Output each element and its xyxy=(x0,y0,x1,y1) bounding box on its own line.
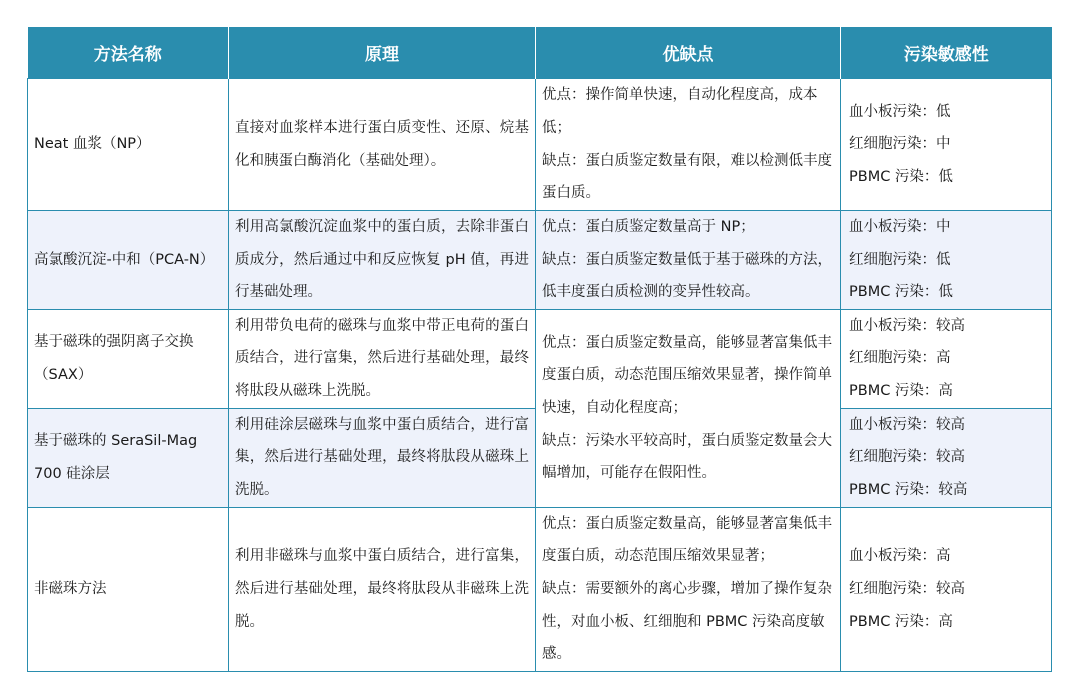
table-row xyxy=(28,79,1052,211)
pbmc-sensitivity: PBMC 污染：低 xyxy=(849,168,953,185)
pbmc-sensitivity: PBMC 污染：低 xyxy=(849,284,953,301)
pros-cons-text: 优点：蛋白质鉴定数量高于 NP； 缺点：蛋白质鉴定数量低于基于磁珠的方法，低丰度蛋白质检测的变异性较高。 xyxy=(542,219,832,301)
platelet-sensitivity: 血小板污染：高 xyxy=(849,548,951,565)
sensitivity-cell xyxy=(841,507,1052,671)
pros-cons-text: 优点：操作简单快速，自动化程度高，成本低； 缺点：蛋白质鉴定数量有限，难以检测低丰度蛋白质。 xyxy=(542,87,832,202)
shared-pros-cons-cell xyxy=(536,309,841,507)
method-cell: Neat 血浆（NP） xyxy=(28,79,229,211)
pbmc-sensitivity: PBMC 污染：高 xyxy=(849,613,953,630)
principle-cell: 直接对血浆样本进行蛋白质变性、还原、烷基化和胰蛋白酶消化（基础处理）。 xyxy=(229,79,536,211)
rbc-sensitivity: 红细胞污染：较高 xyxy=(849,580,965,597)
rbc-sensitivity: 红细胞污染：中 xyxy=(849,136,951,153)
methods-comparison-table xyxy=(27,27,1052,672)
header-row xyxy=(28,27,1052,79)
table-row xyxy=(28,211,1052,310)
platelet-sensitivity: 血小板污染：较高 xyxy=(849,416,965,433)
sensitivity-cell xyxy=(841,79,1052,211)
pbmc-sensitivity: PBMC 污染：高 xyxy=(849,383,953,400)
header-method: 方法名称 xyxy=(28,27,229,79)
table-row xyxy=(28,309,1052,408)
sensitivity-cell xyxy=(841,309,1052,408)
pros-cons-text: 优点：蛋白质鉴定数量高，能够显著富集低丰度蛋白质，动态范围压缩效果显著； 缺点：需要额外的离心步骤，增加了操作复杂性，对血小板、红细胞和 PBMC 污染高度敏感。 xyxy=(542,515,832,663)
pros-cons-cell xyxy=(536,211,841,310)
principle-cell: 利用硅涂层磁珠与血浆中蛋白质结合，进行富集，然后进行基础处理，最终将肽段从磁珠上洗脱。 xyxy=(229,408,536,507)
principle-cell: 利用高氯酸沉淀血浆中的蛋白质，去除非蛋白质成分，然后通过中和反应恢复 pH 值，再进行基础处理。 xyxy=(229,211,536,310)
pros-cons-cell xyxy=(536,79,841,211)
principle-cell: 利用带负电荷的磁珠与血浆中带正电荷的蛋白质结合，进行富集，然后进行基础处理，最终将肽段从磁珠上洗脱。 xyxy=(229,309,536,408)
principle-cell: 利用非磁珠与血浆中蛋白质结合，进行富集，然后进行基础处理，最终将肽段从非磁珠上洗脱。 xyxy=(229,507,536,671)
method-cell: 基于磁珠的强阴离子交换（SAX） xyxy=(28,309,229,408)
method-cell: 基于磁珠的 SeraSil-Mag 700 硅涂层 xyxy=(28,408,229,507)
method-cell: 高氯酸沉淀-中和（PCA-N） xyxy=(28,211,229,310)
header-pros-cons: 优缺点 xyxy=(536,27,841,79)
rbc-sensitivity: 红细胞污染：较高 xyxy=(849,449,965,466)
sensitivity-cell xyxy=(841,211,1052,310)
header-principle: 原理 xyxy=(229,27,536,79)
header-sensitivity: 污染敏感性 xyxy=(841,27,1052,79)
method-cell: 非磁珠方法 xyxy=(28,507,229,671)
pros-cons-cell xyxy=(536,507,841,671)
platelet-sensitivity: 血小板污染：较高 xyxy=(849,317,965,334)
table-row xyxy=(28,507,1052,671)
rbc-sensitivity: 红细胞污染：低 xyxy=(849,251,951,268)
platelet-sensitivity: 血小板污染：低 xyxy=(849,103,951,120)
pbmc-sensitivity: PBMC 污染：较高 xyxy=(849,482,968,499)
pros-cons-text: 优点：蛋白质鉴定数量高，能够显著富集低丰度蛋白质，动态范围压缩效果显著，操作简单快速，自动化程度高； 缺点：污染水平较高时，蛋白质鉴定数量会大幅增加，可能存在假阳性。 xyxy=(542,334,832,482)
sensitivity-cell xyxy=(841,408,1052,507)
rbc-sensitivity: 红细胞污染：高 xyxy=(849,350,951,367)
platelet-sensitivity: 血小板污染：中 xyxy=(849,219,951,235)
